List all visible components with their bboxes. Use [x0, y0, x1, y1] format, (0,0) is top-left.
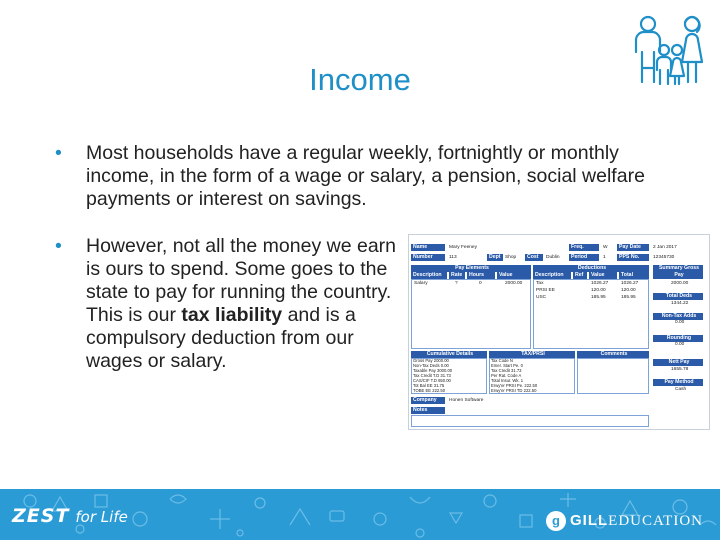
payslip-rounding-value: 0.00: [675, 342, 685, 347]
family-icon: [630, 12, 712, 90]
payslip-freq-label: Freq.: [569, 244, 599, 251]
payslip-ded-col: Total: [619, 272, 649, 279]
payslip-taxprsi-row: Tax Credit 31.73: [491, 368, 522, 373]
payslip-pe-col: Rate: [449, 272, 465, 279]
payslip-number-value: 113: [449, 255, 457, 260]
payslip-ppsno-label: PPS No.: [617, 254, 649, 261]
gill-logo-text: GILLEDUCATION: [570, 512, 703, 529]
payslip-number-label: Number: [411, 254, 445, 261]
payslip-paydate-label: Pay Date: [617, 244, 649, 251]
bullet-text: However, not all the money we earn is ours to spend. Some goes to the state to pay for running the country. This is our: [86, 235, 397, 326]
payslip-ded-cell: PRSI EE: [536, 288, 555, 293]
payslip-pe-cell: 2000.00: [505, 281, 523, 286]
payslip-paydate-value: 2 Jan 2017: [653, 245, 677, 250]
payslip-taxprsi-row: Total Insur. Wk. 1: [491, 378, 524, 383]
bullet-marker: •: [55, 235, 62, 257]
payslip-pay-elements-box: [411, 279, 531, 349]
payslip-summary-label: Summary Gross Pay: [653, 265, 703, 279]
payslip-non-tax-label: Non-Tax Adds: [653, 313, 703, 320]
payslip-pe-col: Description: [411, 272, 447, 279]
payslip-pe-cell: 0: [479, 281, 482, 286]
payslip-ded-cell: 120.00: [591, 288, 606, 293]
payslip-comments-label: Comments: [577, 351, 649, 358]
payslip-period-label: Period: [569, 254, 599, 261]
payslip-notes-box: [411, 415, 649, 427]
bullet-tax-liability: [55, 235, 400, 373]
payslip-ded-col: Ref: [573, 272, 587, 279]
payslip-notes-label: Notes: [411, 407, 445, 414]
payslip-company-label: Company: [411, 397, 445, 404]
payslip-cum-row: CAS/CIF T.D 650.00: [413, 378, 451, 383]
payslip-pay-elements-label: Pay Elements: [411, 265, 531, 272]
bullet-income-sources: [55, 142, 655, 211]
gill-logo-icon: g: [546, 511, 566, 531]
payslip-cum-row: Gross Pay 2000.00: [413, 358, 449, 363]
payslip-cum-row: TOBE EE 222.50: [413, 388, 446, 393]
payslip-cumulative-label: Cumulative Details: [411, 351, 487, 358]
payslip-cum-row: Tax Credit T.D 31.73: [413, 373, 451, 378]
payslip-deductions-label: Deductions: [533, 265, 649, 272]
slide-title: Income: [309, 62, 411, 97]
payslip-nett-pay-label: Nett Pay: [653, 359, 703, 366]
payslip-ded-cell: USC: [536, 295, 547, 300]
payslip-freq-value: W: [603, 245, 608, 250]
payslip-taxprsi-row: Erwy'er PRSI TD 222.50: [491, 388, 537, 393]
payslip-pe-cell: Salary: [414, 281, 428, 286]
payslip-non-tax-value: 0.00: [675, 320, 685, 325]
payslip-cum-row: Taxable Pay 3000.00: [413, 368, 453, 373]
payslip-nett-pay-value: 1655.78: [671, 367, 689, 372]
payslip-taxprsi-row: Erwy'er PRSI Pe. 222.50: [491, 383, 538, 388]
payslip-ded-cell: 1026.27: [591, 281, 609, 286]
payslip-taxprsi-row: Per Rat. Code A: [491, 373, 522, 378]
payslip-name-label: Name: [411, 244, 445, 251]
payslip-ded-cell: 185.95: [591, 295, 606, 300]
payslip-name-value: Mary Feeney: [449, 245, 477, 250]
payslip-ded-cell: Tax: [536, 281, 544, 286]
payslip-cost-label: Cost: [525, 254, 543, 261]
payslip-total-deds-label: Total Deds: [653, 293, 703, 300]
tax-liability-term: tax liability: [181, 304, 283, 326]
payslip-dept-value: Shop: [505, 255, 517, 260]
payslip-taxprsi-row: Emer. Start Pe. 0: [491, 363, 523, 368]
payslip-ded-col: Value: [589, 272, 617, 279]
bullet-text: and is a compulsory deduction from our wages or salary.: [86, 304, 356, 372]
payslip-summary-value: 2000.00: [671, 281, 689, 286]
payslip-pe-cell: ?: [455, 281, 458, 286]
payslip-ded-cell: 185.95: [621, 295, 636, 300]
payslip-ppsno-value: 12345730: [653, 255, 675, 260]
payslip-cost-value: Dublin: [546, 255, 560, 260]
payslip-dept-label: Dept: [487, 254, 503, 261]
payslip-cum-row: Tot Bal EE 31.75: [413, 383, 445, 388]
gill-education-logo: [546, 508, 703, 534]
payslip-company-value: Honen Software: [449, 398, 484, 403]
payslip-comments-box: [577, 358, 649, 394]
payslip-cum-row: Non-Tax Deds 0.00: [413, 363, 449, 368]
payslip-ded-col: Description: [533, 272, 571, 279]
payslip-rounding-label: Rounding: [653, 335, 703, 342]
payslip-image: [408, 234, 710, 430]
payslip-pay-method-label: Pay Method: [653, 379, 703, 386]
bullet-text: Most households have a regular weekly, fortnightly or monthly income, in the form of a wage or salary, a pension, social welfare payments or interest on savings.: [86, 142, 645, 210]
payslip-period-value: 1: [603, 255, 606, 260]
payslip-ded-cell: 120.00: [621, 288, 636, 293]
payslip-pe-col: Value: [497, 272, 531, 279]
bullet-marker: •: [55, 142, 62, 164]
payslip-pe-col: Hours: [467, 272, 495, 279]
zest-for-life-logo: ZEST for Life: [12, 505, 128, 527]
payslip-taxprsi-label: TAX/PRSI: [489, 351, 575, 358]
payslip-pay-method-value: Cash: [675, 387, 687, 392]
payslip-ded-cell: 1026.27: [621, 281, 639, 286]
payslip-total-deds-value: 1344.22: [671, 301, 689, 306]
payslip-taxprsi-row: Tax Code N: [491, 358, 513, 363]
